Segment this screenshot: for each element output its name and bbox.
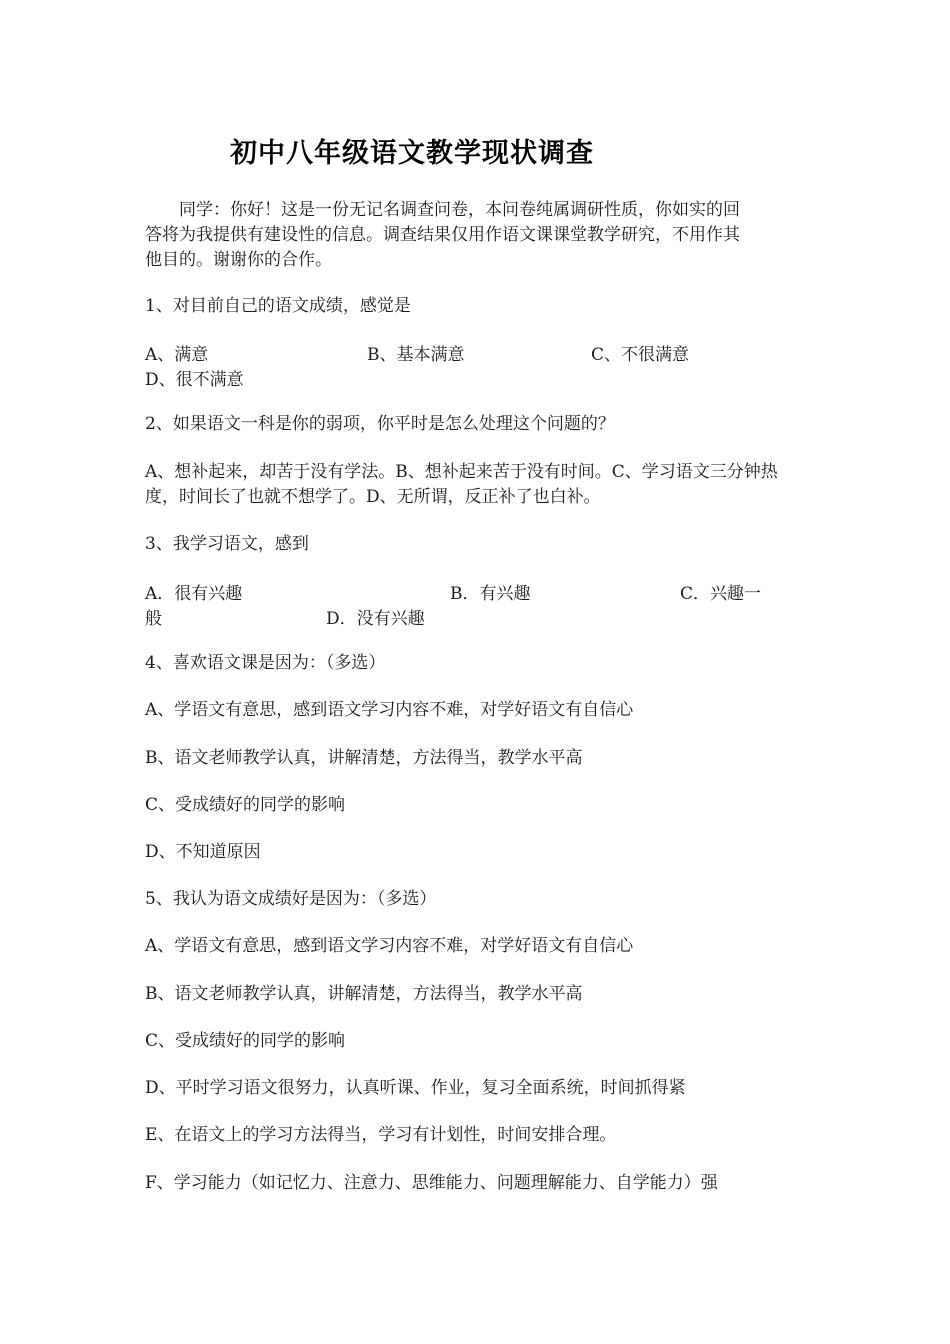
intro-line: 答将为我提供有建设性的信息。调查结果仅用作语文课课堂教学研究，不用作其 <box>145 225 740 245</box>
q3-option-d: D．没有兴趣 <box>326 609 425 629</box>
q5-option-e: E、在语文上的学习方法得当，学习有计划性，时间安排合理。 <box>145 1125 617 1145</box>
q5-option-b: B、语文老师教学认真，讲解清楚，方法得当，教学水平高 <box>145 984 583 1004</box>
q2-answer-line: A、想补起来，却苦于没有学法。B、想补起来苦于没有时间。C、学习语文三分钟热 <box>145 462 778 482</box>
q3-option-c: C．兴趣一 <box>680 584 762 604</box>
q3-option-a: A．很有兴趣 <box>145 584 243 604</box>
q5-option-d: D、平时学习语文很努力，认真听课、作业，复习全面系统，时间抓得紧 <box>145 1078 686 1098</box>
q4-option-a: A、学语文有意思，感到语文学习内容不难，对学好语文有自信心 <box>145 700 634 720</box>
q3-option-c-cont: 般 <box>145 609 162 629</box>
q1-option-d: D、很不满意 <box>145 370 244 390</box>
question-3: 3、我学习语文，感到 <box>145 534 309 554</box>
q5-option-f: F、学习能力（如记忆力、注意力、思维能力、问题理解能力、自学能力）强 <box>145 1173 718 1193</box>
question-1: 1、对目前自己的语文成绩，感觉是 <box>145 296 411 316</box>
question-2: 2、如果语文一科是你的弱项，你平时是怎么处理这个问题的？ <box>145 414 615 434</box>
q1-option-b: B、基本满意 <box>367 345 465 365</box>
q1-option-a: A、满意 <box>145 345 209 365</box>
intro-paragraph <box>145 198 810 273</box>
intro-line: 他目的。谢谢你的合作。 <box>145 250 332 270</box>
q5-option-a: A、学语文有意思，感到语文学习内容不难，对学好语文有自信心 <box>145 936 634 956</box>
question-5: 5、我认为语文成绩好是因为：（多选） <box>145 889 437 909</box>
q1-option-c: C、不很满意 <box>591 345 690 365</box>
intro-line: 同学：你好！这是一份无记名调查问卷，本问卷纯属调研性质，你如实的回 <box>145 200 740 220</box>
q4-option-c: C、受成绩好的同学的影响 <box>145 795 346 815</box>
document-title: 初中八年级语文教学现状调查 <box>230 138 594 169</box>
q3-option-b: B．有兴趣 <box>450 584 531 604</box>
q4-option-b: B、语文老师教学认真，讲解清楚，方法得当，教学水平高 <box>145 748 583 768</box>
q4-option-d: D、不知道原因 <box>145 842 261 862</box>
question-4: 4、喜欢语文课是因为：（多选） <box>145 653 386 673</box>
q2-answer-line: 度，时间长了也就不想学了。D、无所谓，反正补了也白补。 <box>145 487 601 507</box>
q5-option-c: C、受成绩好的同学的影响 <box>145 1031 346 1051</box>
